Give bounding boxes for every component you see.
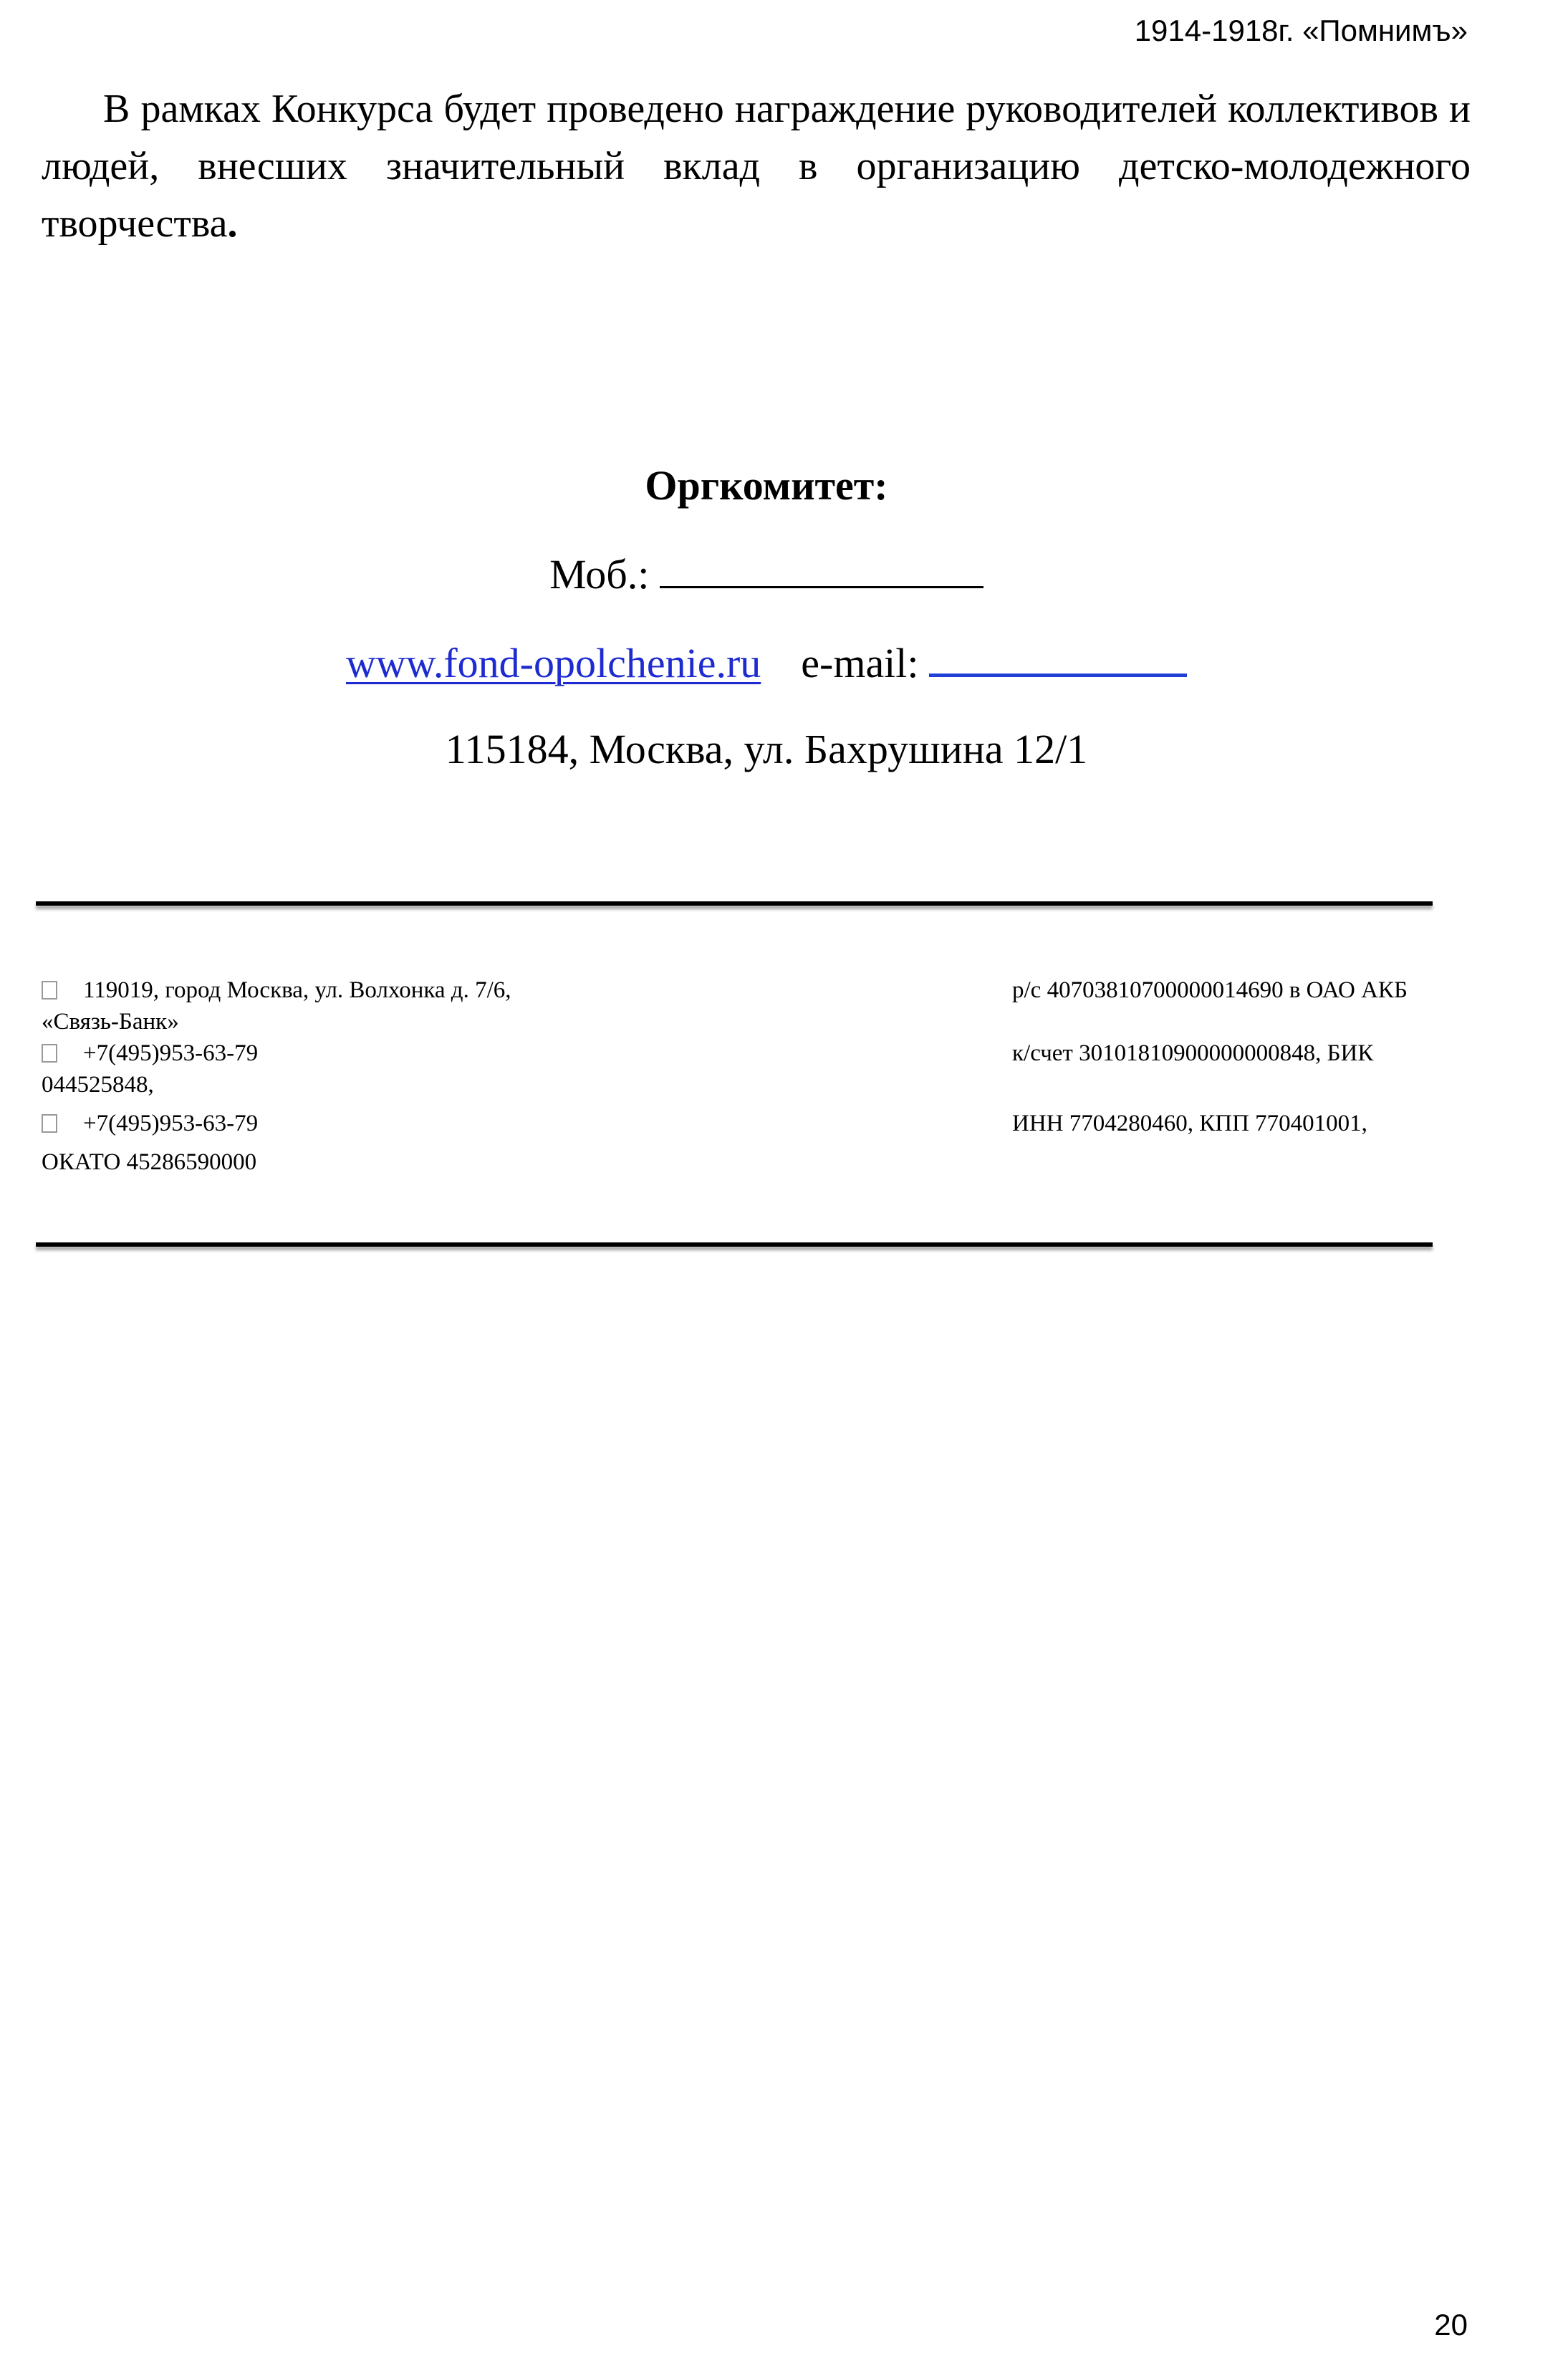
location-icon (42, 981, 57, 1000)
address-line: 115184, Москва, ул. Бахрушина 12/1 (445, 726, 1088, 772)
footer-top-divider (36, 901, 1433, 906)
footer-phone: +7(495)953-63-79 (83, 1040, 259, 1066)
footer-inn-kpp: ИНН 7704280460, КПП 770401001, (1012, 1111, 1367, 1136)
intro-final-period: . (227, 201, 238, 246)
footer-row-fax (42, 1108, 1446, 1139)
page-number: 20 (1434, 2308, 1468, 2342)
mobile-blank (660, 546, 983, 588)
footer-bottom-divider (36, 1242, 1433, 1247)
intro-text: В рамках Конкурса будет проведено награждение руководителей коллективов и людей, внесших значительный вклад в организацию детско-молодежного творчества (42, 87, 1471, 246)
intro-paragraph (42, 80, 1471, 252)
footer-okato: ОКАТО 45286590000 (42, 1149, 257, 1175)
footer-bik: 044525848, (42, 1072, 154, 1098)
email-blank (929, 633, 1187, 677)
email-label: e-mail: (801, 640, 919, 686)
mobile-line (0, 546, 1533, 602)
footer-row-phone (42, 1037, 1446, 1069)
footer-fax: +7(495)953-63-79 (83, 1111, 259, 1136)
footer-bank-name: «Связь-Банк» (42, 1009, 179, 1035)
fax-icon (42, 1114, 57, 1133)
contact-line (0, 633, 1533, 691)
footer-bank-account: р/с 40703810700000014690 в ОАО АКБ (1012, 977, 1408, 1003)
footer-corr-account: к/счет 30101810900000000848, БИК (1012, 1040, 1374, 1066)
orgcommittee-title: Оргкомитет: (645, 462, 888, 509)
footer-requisites (42, 974, 1446, 1178)
phone-icon (42, 1044, 57, 1063)
footer-row-address (42, 974, 1446, 1006)
website-link[interactable]: www.fond-opolchenie.ru (345, 640, 761, 686)
running-header: 1914-1918г. «Помнимъ» (1134, 14, 1468, 47)
footer-address: 119019, город Москва, ул. Волхонка д. 7/6, (83, 977, 511, 1003)
mobile-label: Моб.: (549, 551, 650, 598)
